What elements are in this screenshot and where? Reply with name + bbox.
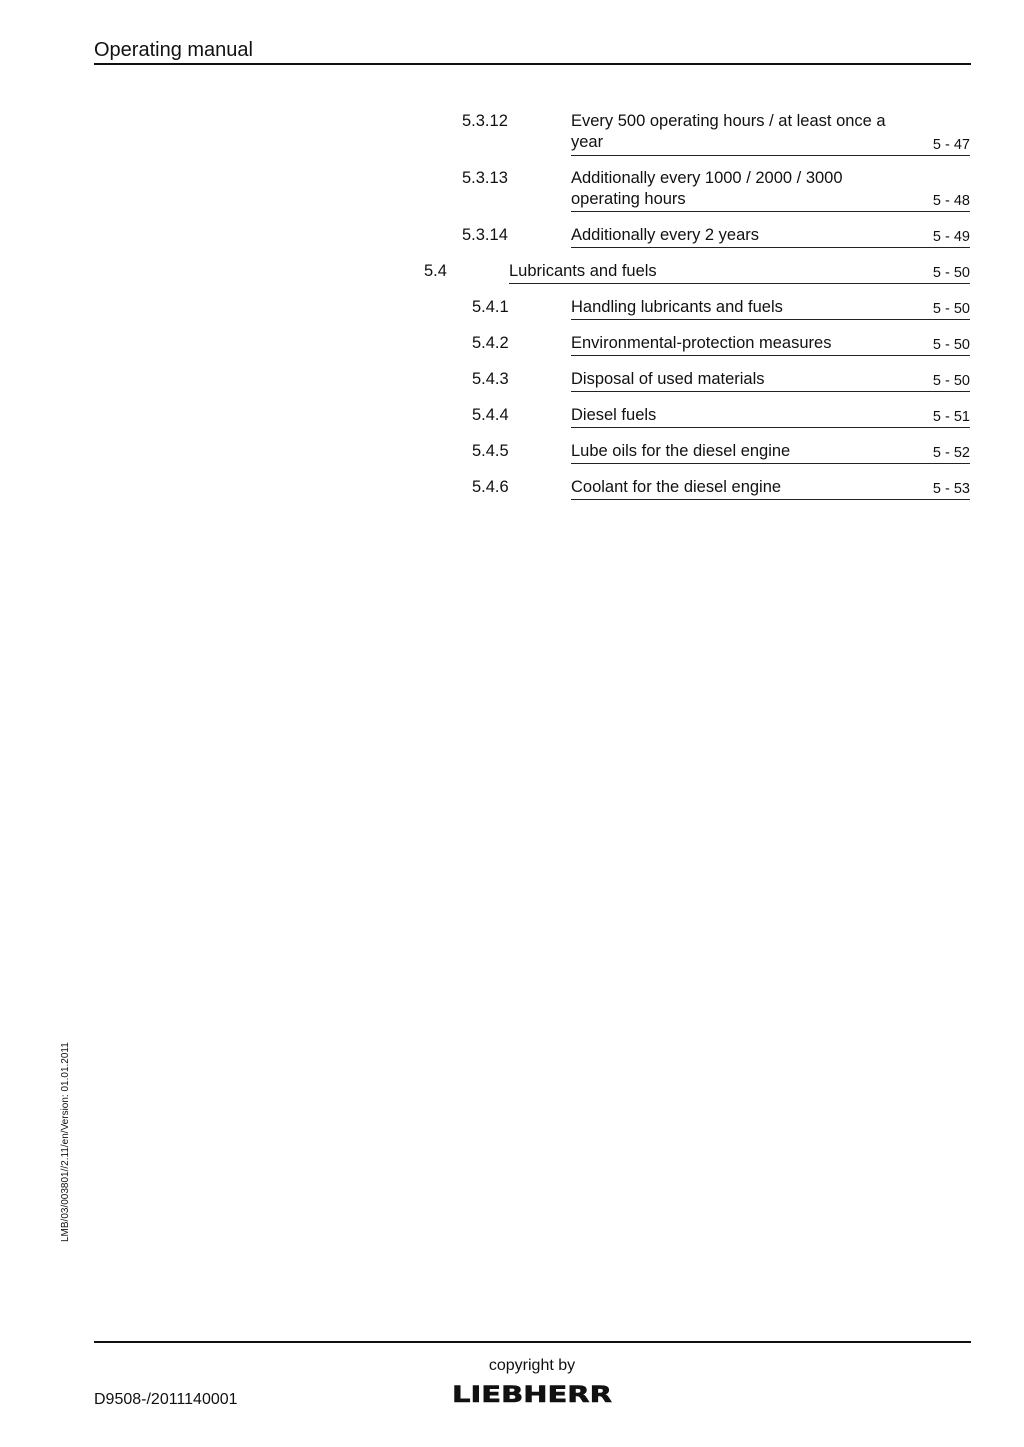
header-divider <box>94 63 971 65</box>
toc-page: 5 - 51 <box>932 409 970 425</box>
toc-body <box>571 297 970 320</box>
toc-number: 5.4.4 <box>472 406 509 424</box>
toc-body <box>571 111 970 156</box>
toc-title: Environmental-protection measures <box>571 334 832 352</box>
liebherr-logo-mark <box>451 1383 613 1405</box>
toc-title: Diesel fuels <box>571 406 657 424</box>
toc-page: 5 - 52 <box>932 445 970 461</box>
toc-number: 5.4.1 <box>472 298 509 316</box>
copyright-label: copyright by <box>488 1357 576 1374</box>
document-code: D9508-/2011140001 <box>94 1391 238 1408</box>
toc-title: Additionally every 2 years <box>571 226 760 244</box>
toc-page: 5 - 48 <box>932 193 970 209</box>
toc-title: Lube oils for the diesel engine <box>571 442 791 460</box>
toc-number: 5.3.12 <box>462 112 508 130</box>
toc-page: 5 - 47 <box>932 137 970 153</box>
toc-title: Disposal of used materials <box>571 370 765 388</box>
toc-page: 5 - 50 <box>932 301 970 317</box>
toc-number: 5.4 <box>424 262 447 280</box>
toc-body <box>571 333 970 356</box>
toc-page: 5 - 50 <box>932 337 970 353</box>
toc-body <box>509 261 970 284</box>
footer-divider <box>94 1341 971 1343</box>
toc-number: 5.4.5 <box>472 442 509 460</box>
toc-body <box>571 369 970 392</box>
toc-body <box>571 168 970 212</box>
toc-title: Additionally every 1000 / 2000 / 3000 operating hours <box>571 169 843 208</box>
toc-number: 5.4.3 <box>472 370 509 388</box>
toc-page: 5 - 49 <box>932 229 970 245</box>
toc-number: 5.4.2 <box>472 334 509 352</box>
toc-title: Every 500 operating hours / at least once a year <box>571 112 886 151</box>
toc-title: Handling lubricants and fuels <box>571 298 783 316</box>
toc-number: 5.4.6 <box>472 478 509 496</box>
toc-body <box>571 441 970 464</box>
toc-number: 5.3.13 <box>462 169 508 187</box>
toc-title: Lubricants and fuels <box>509 262 657 280</box>
svg-text:LIEBHERR: LIEBHERR <box>452 1383 613 1405</box>
toc-page: 5 - 50 <box>932 265 970 281</box>
toc-number: 5.3.14 <box>462 226 508 244</box>
toc-page: 5 - 50 <box>932 373 970 389</box>
toc-body <box>571 477 970 500</box>
toc-body <box>571 225 970 248</box>
page-header-title: Operating manual <box>94 39 253 61</box>
liebherr-logo <box>451 1383 613 1410</box>
document-version-note: LMB/03/003801//2.11/en/Version: 01.01.2011 <box>60 1042 71 1242</box>
toc-title: Coolant for the diesel engine <box>571 478 782 496</box>
toc-body <box>571 405 970 428</box>
toc-page: 5 - 53 <box>932 481 970 497</box>
